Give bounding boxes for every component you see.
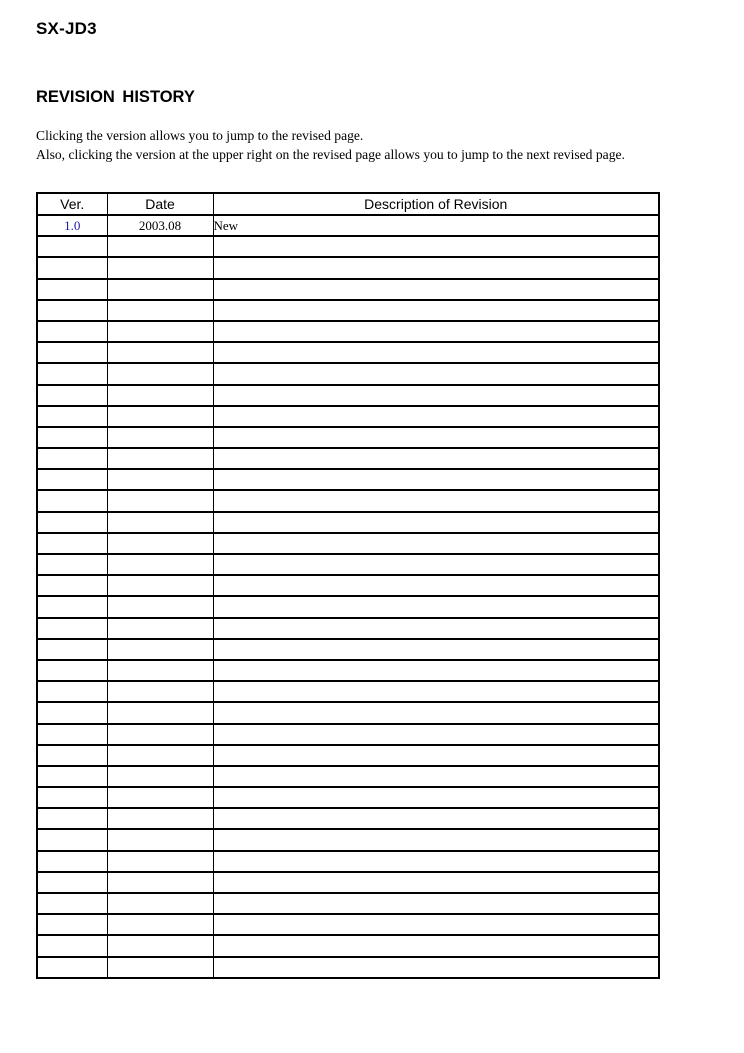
revision-description (213, 660, 659, 681)
version-link (37, 427, 107, 448)
revision-description (213, 957, 659, 978)
revision-date (107, 829, 213, 850)
revision-table-body (37, 215, 659, 978)
revision-description (213, 385, 659, 406)
revision-date (107, 872, 213, 893)
table-row (37, 702, 659, 723)
version-link (37, 745, 107, 766)
version-link[interactable]: 1.0 (37, 215, 107, 236)
table-row (37, 893, 659, 914)
revision-description (213, 512, 659, 533)
version-link (37, 851, 107, 872)
version-link (37, 385, 107, 406)
revision-date (107, 808, 213, 829)
table-row (37, 321, 659, 342)
version-link (37, 914, 107, 935)
version-link (37, 660, 107, 681)
revision-date (107, 279, 213, 300)
table-row (37, 639, 659, 660)
revision-description (213, 872, 659, 893)
revision-date (107, 427, 213, 448)
revision-description (213, 935, 659, 956)
table-row (37, 660, 659, 681)
revision-description (213, 363, 659, 384)
revision-date (107, 702, 213, 723)
table-row (37, 618, 659, 639)
table-row (37, 490, 659, 511)
table-row (37, 787, 659, 808)
revision-date (107, 321, 213, 342)
version-link (37, 490, 107, 511)
revision-description (213, 533, 659, 554)
revision-date (107, 512, 213, 533)
column-header-ver: Ver. (37, 193, 107, 215)
table-row (37, 935, 659, 956)
table-row (37, 512, 659, 533)
revision-description (213, 321, 659, 342)
table-row (37, 469, 659, 490)
revision-description (213, 745, 659, 766)
table-row (37, 766, 659, 787)
revision-description (213, 914, 659, 935)
version-link (37, 893, 107, 914)
table-row (37, 745, 659, 766)
revision-date (107, 681, 213, 702)
version-link (37, 618, 107, 639)
revision-date (107, 342, 213, 363)
revision-description (213, 342, 659, 363)
revision-description (213, 279, 659, 300)
revision-date (107, 406, 213, 427)
version-link (37, 787, 107, 808)
version-link (37, 469, 107, 490)
revision-date (107, 893, 213, 914)
revision-table (36, 192, 660, 979)
revision-date (107, 575, 213, 596)
revision-description (213, 893, 659, 914)
revision-description (213, 448, 659, 469)
table-row (37, 406, 659, 427)
table-row (37, 554, 659, 575)
version-link (37, 321, 107, 342)
revision-description (213, 702, 659, 723)
table-row (37, 257, 659, 278)
revision-description (213, 406, 659, 427)
revision-date (107, 363, 213, 384)
table-row (37, 829, 659, 850)
revision-description (213, 829, 659, 850)
table-row (37, 236, 659, 257)
revision-date (107, 385, 213, 406)
revision-date (107, 724, 213, 745)
model-name: SX-JD3 (36, 19, 97, 38)
revision-description (213, 490, 659, 511)
table-row (37, 957, 659, 978)
version-link (37, 935, 107, 956)
revision-date (107, 766, 213, 787)
version-link (37, 300, 107, 321)
revision-description (213, 639, 659, 660)
table-row (37, 342, 659, 363)
revision-date (107, 618, 213, 639)
version-link (37, 957, 107, 978)
revision-description (213, 469, 659, 490)
revision-date (107, 490, 213, 511)
revision-description (213, 575, 659, 596)
table-row (37, 872, 659, 893)
table-row (37, 851, 659, 872)
intro-line-1: Clicking the version allows you to jump to the revised page. (36, 128, 364, 143)
version-link (37, 512, 107, 533)
revision-date (107, 914, 213, 935)
revision-date (107, 851, 213, 872)
intro-line-2: Also, clicking the version at the upper right on the revised page allows you to jump to the next revised page. (36, 146, 625, 162)
revision-description (213, 554, 659, 575)
revision-description (213, 681, 659, 702)
column-header-description: Description of Revision (213, 193, 659, 215)
version-link (37, 724, 107, 745)
revision-date (107, 448, 213, 469)
revision-date (107, 745, 213, 766)
page-title: REVISION HISTORY (36, 88, 195, 106)
revision-description (213, 787, 659, 808)
version-link (37, 257, 107, 278)
revision-date (107, 469, 213, 490)
revision-date (107, 957, 213, 978)
version-link (37, 342, 107, 363)
revision-date (107, 533, 213, 554)
revision-date (107, 554, 213, 575)
version-link (37, 596, 107, 617)
revision-description (213, 808, 659, 829)
version-link (37, 575, 107, 596)
revision-description (213, 618, 659, 639)
table-row (37, 914, 659, 935)
table-row (37, 385, 659, 406)
table-row (37, 363, 659, 384)
revision-description: New (213, 215, 659, 236)
revision-description (213, 851, 659, 872)
table-row (37, 681, 659, 702)
table-row (37, 427, 659, 448)
revision-date (107, 596, 213, 617)
table-row (37, 724, 659, 745)
table-row (37, 808, 659, 829)
revision-description (213, 427, 659, 448)
version-link (37, 279, 107, 300)
table-row (37, 575, 659, 596)
version-link (37, 406, 107, 427)
revision-date (107, 300, 213, 321)
revision-description (213, 236, 659, 257)
version-link (37, 766, 107, 787)
version-link (37, 363, 107, 384)
version-link (37, 681, 107, 702)
column-header-date: Date (107, 193, 213, 215)
revision-date (107, 660, 213, 681)
version-link (37, 236, 107, 257)
version-link (37, 829, 107, 850)
revision-description (213, 766, 659, 787)
revision-date (107, 257, 213, 278)
intro-text (36, 127, 666, 164)
revision-description (213, 300, 659, 321)
version-link (37, 702, 107, 723)
revision-description (213, 596, 659, 617)
revision-date (107, 787, 213, 808)
version-link (37, 533, 107, 554)
version-link (37, 639, 107, 660)
revision-description (213, 724, 659, 745)
table-row (37, 533, 659, 554)
table-row (37, 279, 659, 300)
table-row (37, 215, 659, 236)
table-row (37, 596, 659, 617)
version-link (37, 872, 107, 893)
revision-date (107, 935, 213, 956)
table-row (37, 300, 659, 321)
version-link (37, 448, 107, 469)
revision-date (107, 639, 213, 660)
table-row (37, 448, 659, 469)
table-header-row (37, 193, 659, 215)
version-link (37, 808, 107, 829)
revision-date: 2003.08 (107, 215, 213, 236)
revision-date (107, 236, 213, 257)
revision-description (213, 257, 659, 278)
version-link (37, 554, 107, 575)
